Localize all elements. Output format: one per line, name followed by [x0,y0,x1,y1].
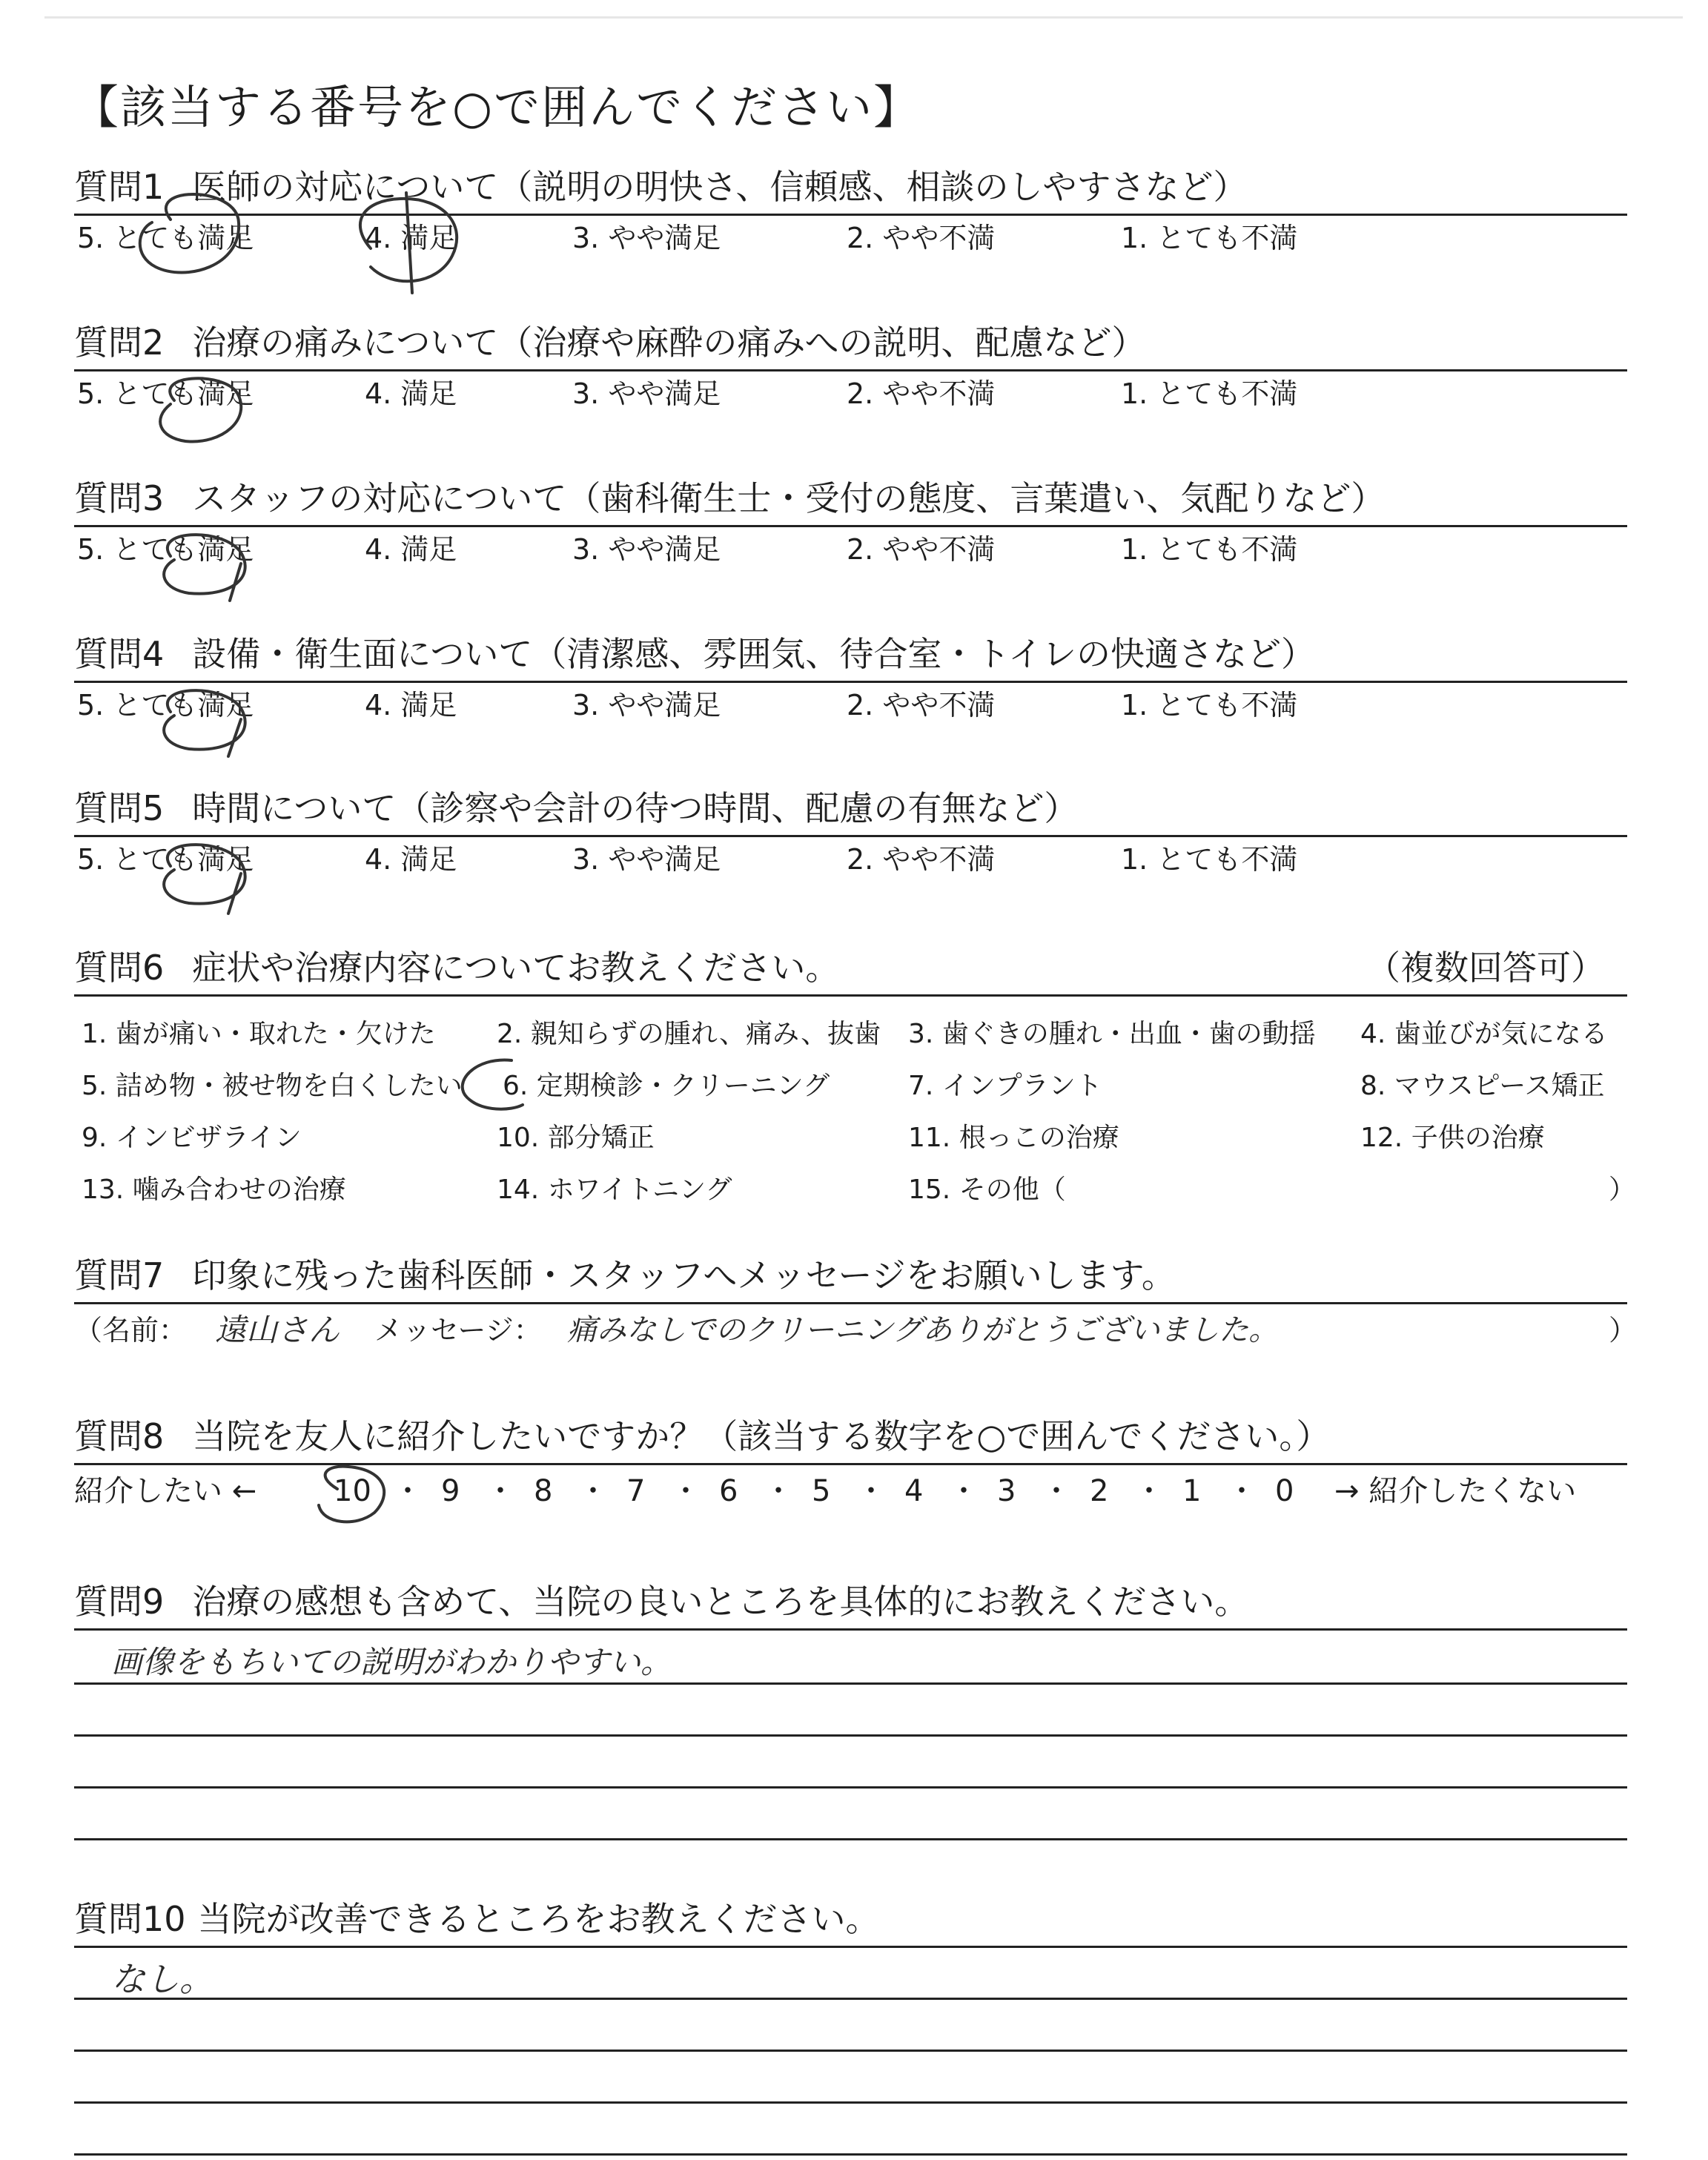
question-header [74,165,1627,209]
question-number: 質問5 [74,788,165,828]
question-text: 印象に残った歯科医師・スタッフへメッセージをお願いします。 [192,1255,1176,1295]
scale-dot: ・ [856,1474,886,1508]
question-text: 症状や治療内容についてお教えください。 [192,948,840,988]
question-number: 質問6 [74,948,165,988]
treatment-option[interactable]: 6. 定期検診・クリーニング [503,1071,830,1101]
question-8 [74,1414,1627,1517]
rating-options [74,683,1627,727]
question-text: スタッフの対応について（歯科衛生士・受付の態度、言葉遣い、気配りなど） [192,478,1386,518]
question-3 [74,476,1627,572]
scale-dot: ・ [486,1474,515,1508]
option-1[interactable]: 1. とても不満 [1121,377,1298,410]
scale-9[interactable]: 9 [441,1474,460,1508]
scale-5[interactable]: 5 [812,1474,831,1508]
option-3[interactable]: 3. やや満足 [572,533,721,566]
option-2[interactable]: 2. やや不満 [847,222,996,254]
option-3[interactable]: 3. やや満足 [572,689,721,721]
name-label: （名前： [74,1314,188,1347]
question-1 [74,165,1627,260]
question-text: 治療の感想も含めて、当院の良いところを具体的にお教えください。 [192,1582,1249,1622]
question-header [74,320,1627,365]
treatment-option[interactable]: 8. マウスピース矯正 [1360,1071,1605,1101]
scale-1[interactable]: 1 [1182,1474,1202,1508]
question-header [74,632,1627,676]
scale-4[interactable]: 4 [904,1474,924,1508]
writing-line [74,2153,1627,2156]
question-number: 質問7 [74,1255,165,1295]
question-number: 質問3 [74,478,165,518]
treatment-option[interactable]: 2. 親知らずの腫れ、痛み、抜歯 [497,1019,881,1049]
question-number: 質問1 [74,167,165,207]
question-4 [74,632,1627,727]
scale-dot: ・ [393,1474,423,1508]
name-handwriting: 遠山さん [215,1312,340,1348]
top-border [44,16,1683,19]
message-label: メッセージ： [374,1314,542,1347]
scale-7[interactable]: 7 [626,1474,646,1508]
question-10 [74,1897,1627,2156]
question-text: 当院が改善できるところをお教えください。 [197,1899,880,1939]
question-7 [74,1253,1638,1356]
scale-2[interactable]: 2 [1090,1474,1109,1508]
scale-8[interactable]: 8 [534,1474,553,1508]
option-2[interactable]: 2. やや不満 [847,843,996,876]
question-6 [74,945,1636,1212]
treatment-option[interactable]: 7. インプラント [908,1071,1102,1101]
question-header [74,1579,1627,1624]
question-header [74,1253,1627,1298]
treatment-option[interactable]: 11. 根っこの治療 [908,1123,1119,1153]
answer-line [74,1631,1627,1682]
treatment-option[interactable]: 12. 子供の治療 [1360,1123,1545,1153]
close-paren: ） [1609,1314,1638,1347]
scale-right-label: → 紹介したくない [1334,1474,1577,1508]
option-5[interactable]: 5. とても満足 [77,843,254,876]
scale-dot: ・ [1042,1474,1071,1508]
rating-options [74,527,1627,572]
treatment-option[interactable]: 10. 部分矯正 [497,1123,655,1153]
answer-line [74,1948,1627,1998]
option-3[interactable]: 3. やや満足 [572,843,721,876]
page-title: 【該当する番号を○で囲んでください】 [73,80,921,134]
option-5[interactable]: 5. とても満足 [77,377,254,410]
scale-dot: ・ [1134,1474,1164,1508]
scale-dot: ・ [1227,1474,1257,1508]
option-2[interactable]: 2. やや不満 [847,533,996,566]
option-4[interactable]: 4. 満足 [365,689,457,721]
question-text: 設備・衛生面について（清潔感、雰囲気、待合室・トイレの快適さなど） [192,634,1316,674]
treatment-option[interactable]: 15. その他（ [908,1175,1066,1205]
scale-6[interactable]: 6 [719,1474,738,1508]
treatment-option[interactable]: 5. 詰め物・被せ物を白くしたい [82,1071,463,1101]
scale-dot: ・ [578,1474,608,1508]
question-number: 質問10 [74,1899,186,1939]
treatment-option[interactable]: 1. 歯が痛い・取れた・欠けた [82,1019,436,1049]
question-number: 質問8 [74,1416,165,1456]
option-5[interactable]: 5. とても満足 [77,222,254,254]
option-2[interactable]: 2. やや不満 [847,689,996,721]
recommend-scale [74,1465,1627,1517]
scale-10[interactable]: 10 [334,1474,371,1508]
treatment-option[interactable]: 13. 噛み合わせの治療 [82,1175,346,1205]
treatment-option[interactable]: 3. 歯ぐきの腫れ・出血・歯の動揺 [908,1019,1316,1049]
question-header [74,786,1627,830]
question-number: 質問9 [74,1582,165,1622]
message-row [74,1304,1638,1356]
question-5 [74,786,1627,882]
option-3[interactable]: 3. やや満足 [572,377,721,410]
rating-options [74,837,1627,882]
question-text: 医師の対応について（説明の明快さ、信頼感、相談のしやすさなど） [192,167,1248,207]
treatment-options [74,997,1636,1212]
question-text: 当院を友人に紹介したいですか？（該当する数字を○で囲んでください。） [192,1416,1331,1456]
question-header [74,1414,1627,1459]
option-5[interactable]: 5. とても満足 [77,533,254,566]
treatment-option[interactable]: 14. ホワイトニング [497,1175,732,1205]
question-number: 質問2 [74,323,165,363]
treatment-option[interactable]: 4. 歯並びが気になる [1360,1019,1608,1049]
option-4[interactable]: 4. 満足 [365,843,457,876]
rating-options [74,371,1627,416]
scale-dot: ・ [764,1474,793,1508]
question-header [74,1897,1627,1941]
other-close-paren: ） [1609,1175,1636,1205]
option-1[interactable]: 1. とても不満 [1121,533,1298,566]
scale-3[interactable]: 3 [997,1474,1016,1508]
question-9 [74,1579,1627,1840]
answer-handwriting: なし。 [111,1959,214,1999]
writing-line [74,1838,1627,1840]
question-text: 治療の痛みについて（治療や麻酔の痛みへの説明、配慮など） [192,323,1146,363]
rating-options [74,216,1627,260]
question-header [74,476,1627,521]
scale-left-label: 紹介したい ← [74,1474,257,1508]
answer-handwriting: 画像をもちいての説明がわかりやすい。 [111,1644,672,1680]
option-1[interactable]: 1. とても不満 [1121,222,1298,254]
option-1[interactable]: 1. とても不満 [1121,843,1298,876]
message-handwriting: 痛みなしでのクリーニングありがとうございました。 [567,1313,1279,1347]
scale-dot: ・ [671,1474,701,1508]
scale-dot: ・ [949,1474,979,1508]
option-4[interactable]: 4. 満足 [365,222,457,254]
question-number: 質問4 [74,634,165,674]
option-4[interactable]: 4. 満足 [365,377,457,410]
treatment-option[interactable]: 9. インビザライン [82,1123,302,1153]
question-note: （複数回答可） [1366,948,1605,988]
option-4[interactable]: 4. 満足 [365,533,457,566]
scale-0[interactable]: 0 [1275,1474,1294,1508]
option-3[interactable]: 3. やや満足 [572,222,721,254]
option-5[interactable]: 5. とても満足 [77,689,254,721]
question-header [74,945,1627,990]
question-2 [74,320,1627,416]
question-text: 時間について（診察や会計の待つ時間、配慮の有無など） [192,788,1079,828]
option-1[interactable]: 1. とても不満 [1121,689,1298,721]
option-2[interactable]: 2. やや不満 [847,377,996,410]
